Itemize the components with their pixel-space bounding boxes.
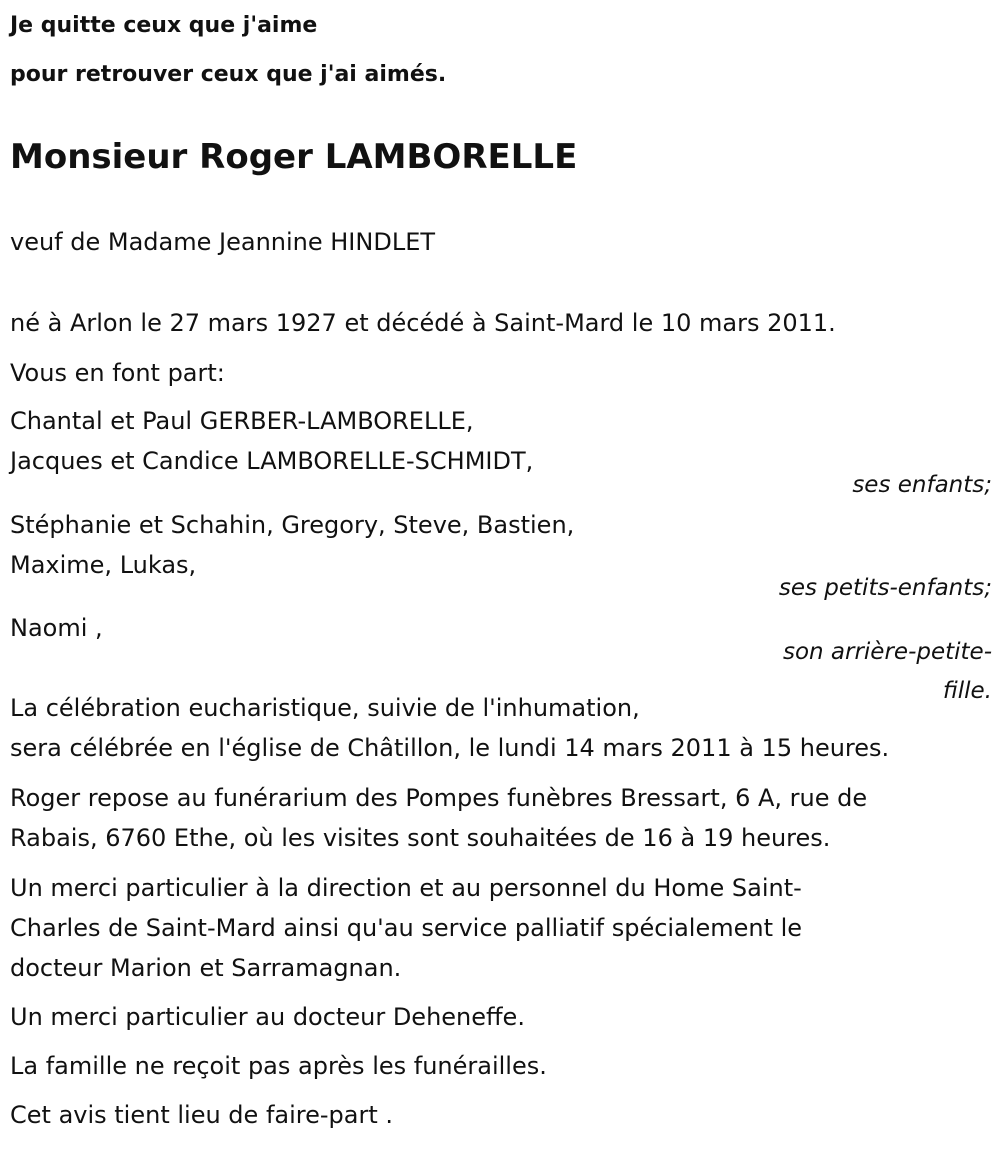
ceremony-line-2: sera célébrée en l'église de Châtillon, le lundi 14 mars 2011 à 15 heures.	[10, 734, 890, 762]
quote-line-2: pour retrouver ceux que j'ai aimés.	[10, 62, 447, 87]
great-grandchild-line: Naomi ,	[10, 614, 103, 642]
widower-line: veuf de Madame Jeannine HINDLET	[10, 228, 436, 256]
great-grandchild-label-2: fille.	[942, 678, 992, 704]
thanks-line-1: Un merci particulier à la direction et au personnel du Home Saint-	[10, 874, 802, 902]
child-line-1: Chantal et Paul GERBER-LAMBORELLE,	[10, 407, 474, 435]
thanks-line-3: docteur Marion et Sarramagnan.	[10, 954, 402, 982]
quote-line-1: Je quitte ceux que j'aime	[10, 13, 318, 38]
notice-line: Cet avis tient lieu de faire-part .	[10, 1101, 394, 1129]
grandchildren-line-2: Maxime, Lukas,	[10, 551, 197, 579]
thanks-doctor-line: Un merci particulier au docteur Deheneffe.	[10, 1003, 525, 1031]
great-grandchild-label-1: son arrière-petite-	[782, 639, 992, 665]
grandchildren-label: ses petits-enfants;	[778, 575, 992, 601]
deceased-name: Monsieur Roger LAMBORELLE	[10, 137, 578, 177]
rest-line-1: Roger repose au funérarium des Pompes funèbres Bressart, 6 A, rue de	[10, 784, 868, 812]
no-reception-line: La famille ne reçoit pas après les funérailles.	[10, 1052, 547, 1080]
birth-death-line: né à Arlon le 27 mars 1927 et décédé à Saint-Mard le 10 mars 2011.	[10, 309, 836, 337]
grandchildren-line-1: Stéphanie et Schahin, Gregory, Steve, Bastien,	[10, 511, 575, 539]
rest-line-2: Rabais, 6760 Ethe, où les visites sont souhaitées de 16 à 19 heures.	[10, 824, 831, 852]
ceremony-line-1: La célébration eucharistique, suivie de l'inhumation,	[10, 694, 640, 722]
children-label: ses enfants;	[852, 472, 992, 498]
announcement-intro: Vous en font part:	[10, 359, 225, 387]
thanks-line-2: Charles de Saint-Mard ainsi qu'au service palliatif spécialement le	[10, 914, 803, 942]
child-line-2: Jacques et Candice LAMBORELLE-SCHMIDT,	[10, 447, 534, 475]
